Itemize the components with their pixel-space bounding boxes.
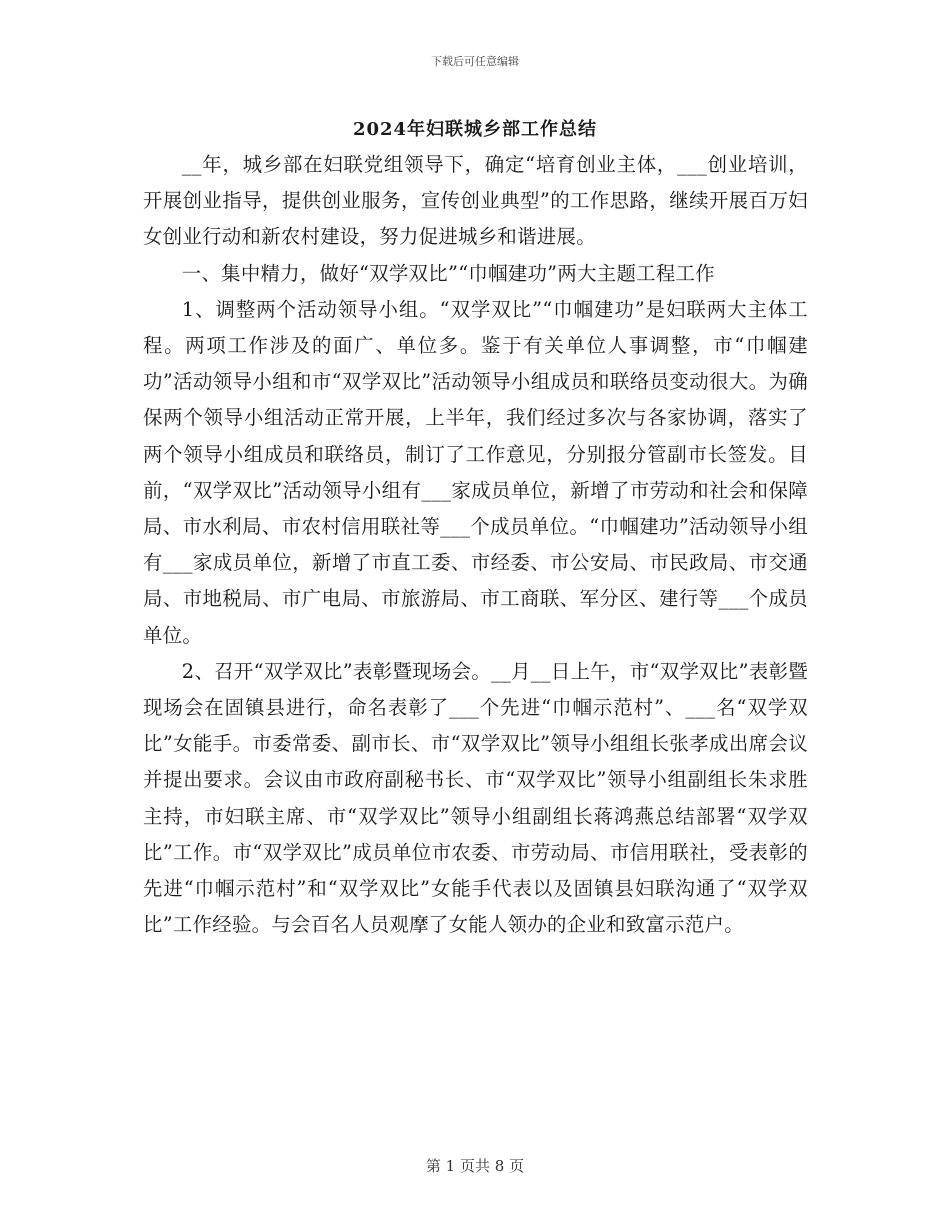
paragraph-intro: __年，城乡部在妇联党组领导下，确定“培育创业主体，___创业培训，开展创业指导，提供创业服务，宣传创业典型”的工作思路，继续开展百万妇女创业行动和新农村建设，努力促进城乡和谐进展。 — [143, 153, 808, 249]
paragraph-item-2: 2、召开“双学双比”表彰暨现场会。__月__日上午，市“双学双比”表彰暨现场会在固镇县进行，命名表彰了___个先进“巾帼示范村”、___名“双学双比”女能手。市委常委、副市长、市“双学双比”领导小组组长张孝成出席会议并提出要求。会议由市政府副秘书长、市“双学双比”领导小组副组长朱求胜主持，市妇联主席、市“双学双比”领导小组副组长蒋鸿燕总结部署“双学双比”工作。市“双学双比”成员单位市农委、市劳动局、市信用联社，受表彰的先进“巾帼示范村”和“双学双比”女能手代表以及固镇县妇联沟通了“双学双比”工作经验。与会百名人员观摩了女能人领办的企业和致富示范户。 — [143, 659, 808, 937]
section-heading-1: 一、集中精力，做好“双学双比”“巾帼建功”两大主题工程工作 — [181, 261, 715, 285]
page-number: 第 1 页共 8 页 — [425, 1157, 525, 1175]
document-body — [143, 147, 808, 943]
paragraph-item-1: 1、调整两个活动领导小组。“双学双比”“巾帼建功”是妇联两大主体工程。两项工作涉及的面广、单位多。鉴于有关单位人事调整，市“巾帼建功”活动领导小组和市“双学双比”活动领导小组成员和联络员变动很大。为确保两个领导小组活动正常开展，上半年，我们经过多次与各家协调，落实了两个领导小组成员和联络员，制订了工作意见，分别报分管副市长签发。目前，“双学双比”活动领导小组有___家成员单位，新增了市劳动和社会和保障局、市水利局、市农村信用联社等___个成员单位。“巾帼建功”活动领导小组有___家成员单位，新增了市直工委、市经委、市公安局、市民政局、市交通局、市地税局、市广电局、市旅游局、市工商联、军分区、建行等___个成员单位。 — [143, 297, 808, 647]
document-title: 2024年妇联城乡部工作总结 — [352, 119, 598, 140]
page-header-note: 下载后可任意编辑 — [431, 55, 519, 68]
